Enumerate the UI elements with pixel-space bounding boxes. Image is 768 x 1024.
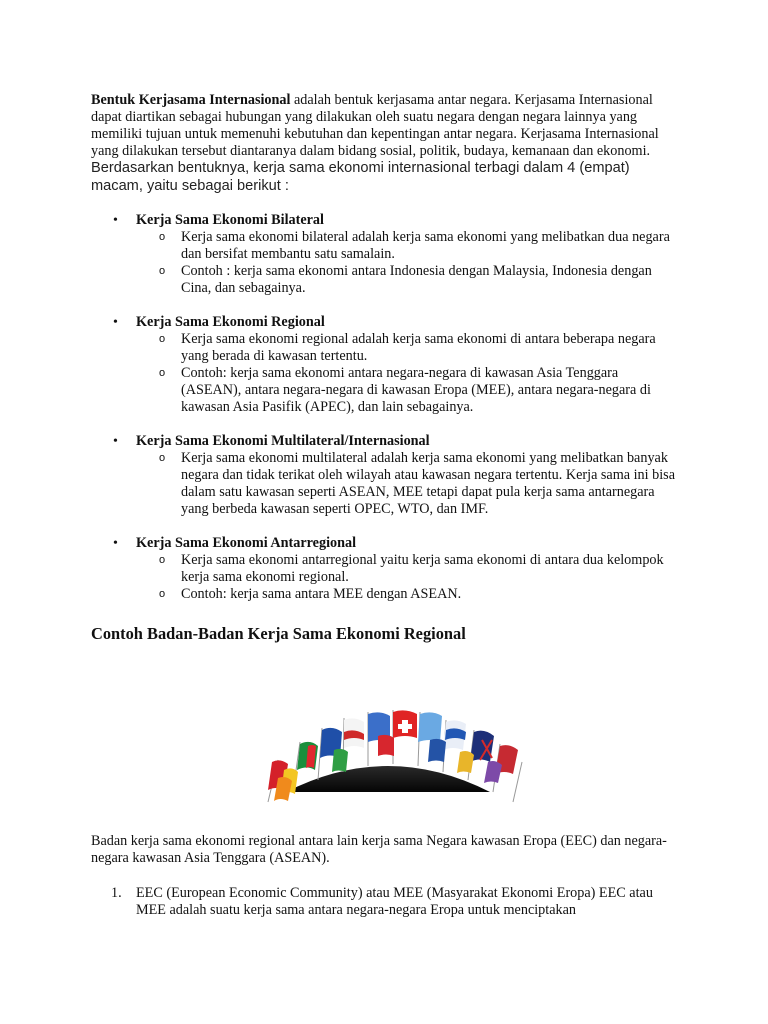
list-item	[136, 365, 681, 416]
list-item	[136, 263, 681, 297]
circle-bullet-icon: o	[159, 333, 166, 345]
bullet-icon: •	[113, 213, 118, 228]
intro-paragraph	[91, 92, 681, 160]
section-heading: Contoh Badan-Badan Kerja Sama Ekonomi Regional	[91, 624, 466, 643]
list-item	[136, 586, 681, 603]
sub-list	[136, 331, 681, 416]
lead-paragraph: Berdasarkan bentuknya, kerja sama ekonomi internasional terbagi dalam 4 (empat) macam, yaitu sebagai berikut :	[91, 160, 630, 194]
circle-bullet-icon: o	[159, 452, 166, 464]
intro-text: adalah bentuk kerjasama antar negara. Kerjasama Internasional dapat diartikan sebagai hubungan yang dilakukan oleh suatu negara dengan negara lainnya yang memiliki tujuan untuk memenuhi kebutuhan dan kepentingan antar negara. Kerjasama Internasional yang dilakukan tersebut diantaranya dalam bidang sosial, politik, budaya, kemanaan dan ekonomi.	[91, 92, 659, 159]
flag-front-purple	[484, 761, 502, 783]
list-item-text: EEC (European Economic Community) atau MEE (Masyarakat Ekonomi Eropa) EEC atau MEE adalah suatu kerja sama antara negara-negara Eropa untuk menciptakan	[136, 885, 653, 918]
flag-front-green	[332, 749, 348, 772]
flags-image	[238, 700, 538, 808]
numbered-list	[91, 885, 681, 919]
flag-light-blue	[418, 712, 442, 742]
sub-list	[136, 450, 681, 518]
list-item-text: Contoh: kerja sama antara MEE dengan ASEAN.	[181, 586, 462, 602]
section-regional	[91, 314, 681, 416]
list-item	[91, 885, 681, 919]
bullet-icon: •	[113, 315, 118, 330]
circle-bullet-icon: o	[159, 367, 166, 379]
cooperation-type-list	[91, 212, 681, 603]
flag-front-striped	[457, 751, 474, 773]
list-item-text: Contoh: kerja sama ekonomi antara negara-negara di kawasan Asia Tenggara (ASEAN), antara negara-negara di kawasan Eropa (MEE), antara negara-negara di kawasan Asia Pasifik (APEC), dan lain sebagainya.	[181, 365, 651, 415]
list-item	[136, 331, 681, 365]
section-multilateral	[91, 433, 681, 518]
flag-front-red	[378, 735, 394, 756]
list-item-text: Kerja sama ekonomi multilateral adalah kerja sama ekonomi yang melibatkan banyak negara dan tidak terikat oleh wilayah atau kawasan negara tertentu. Kerja sama ini bisa dalam satu kawasan seperti ASEAN, MEE tetapi dapat pula kerja sama antarnegara yang berbeda kawasan seperti OPEC, WTO, dan IMF.	[181, 450, 675, 517]
list-item	[136, 552, 681, 586]
circle-bullet-icon: o	[159, 554, 166, 566]
sub-list	[136, 229, 681, 297]
section-title: Kerja Sama Ekonomi Bilateral	[136, 212, 324, 228]
bullet-icon: •	[113, 536, 118, 551]
flag-front-blue	[428, 739, 446, 762]
bullet-icon: •	[113, 434, 118, 449]
sub-list	[136, 552, 681, 603]
list-item-text: Kerja sama ekonomi regional adalah kerja sama ekonomi di antara beberapa negara yang berada di kawasan tertentu.	[181, 331, 656, 364]
section-title: Kerja Sama Ekonomi Antarregional	[136, 535, 357, 551]
list-item-text: Contoh : kerja sama ekonomi antara Indonesia dengan Malaysia, Indonesia dengan Cina, dan sebagainya.	[181, 263, 652, 296]
section-title: Kerja Sama Ekonomi Regional	[136, 314, 325, 330]
circle-bullet-icon: o	[159, 265, 166, 277]
section-bilateral	[91, 212, 681, 297]
intro-bold-term: Bentuk Kerjasama Internasional	[91, 92, 291, 108]
list-item	[136, 229, 681, 263]
circle-bullet-icon: o	[159, 231, 166, 243]
list-number: 1.	[111, 885, 122, 901]
circle-bullet-icon: o	[159, 588, 166, 600]
list-item-text: Kerja sama ekonomi bilateral adalah kerja sama ekonomi yang melibatkan dua negara dan bersifat membantu satu samalain.	[181, 229, 670, 262]
list-item	[136, 450, 681, 518]
section-title: Kerja Sama Ekonomi Multilateral/Internasional	[136, 433, 430, 449]
section-antarregional	[91, 535, 681, 603]
after-image-paragraph: Badan kerja sama ekonomi regional antara lain kerja sama Negara kawasan Eropa (EEC) dan negara-negara kawasan Asia Tenggara (ASEAN).	[91, 833, 667, 866]
list-item-text: Kerja sama ekonomi antarregional yaitu kerja sama ekonomi di antara dua kelompok kerja sama ekonomi regional.	[181, 552, 664, 585]
document-page	[91, 92, 681, 644]
